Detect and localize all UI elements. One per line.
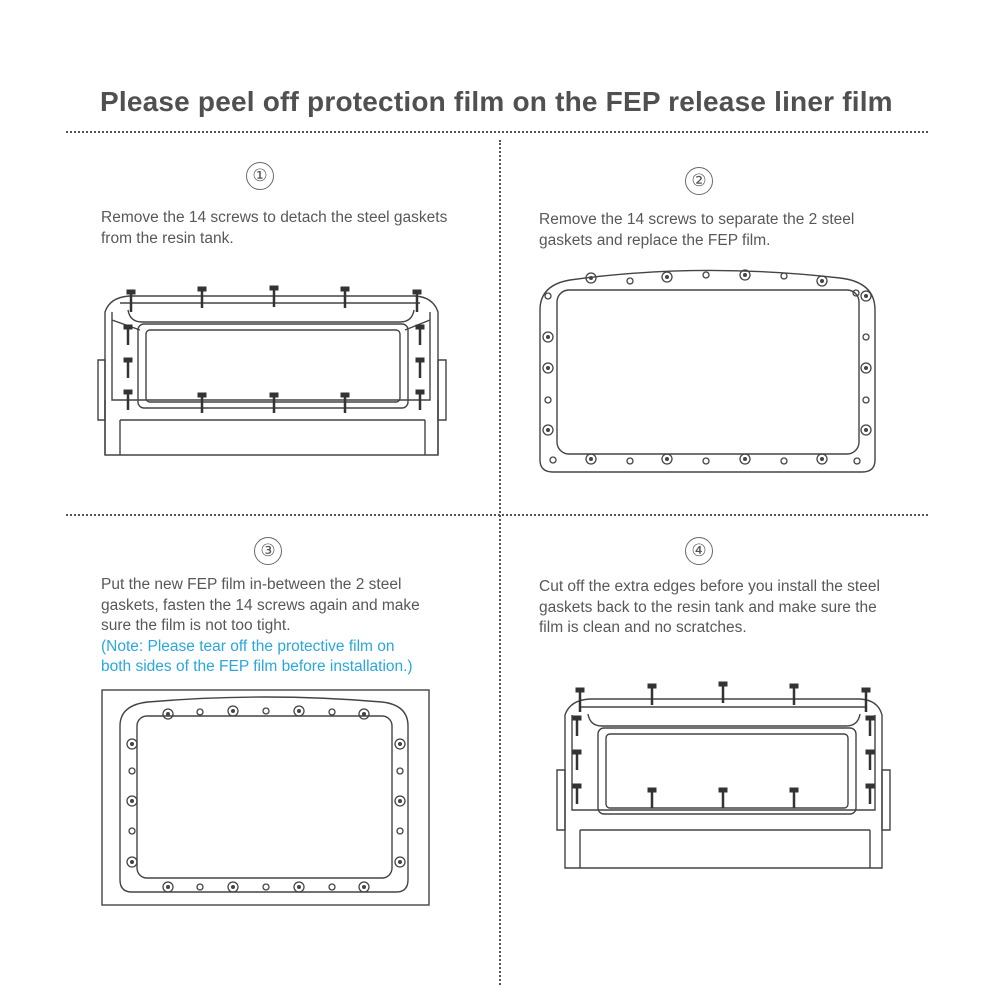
instruction-line: from the resin tank.	[101, 229, 234, 247]
instruction-line: Remove the 14 screws to separate the 2 steel	[539, 211, 855, 228]
page-title: Please peel off protection film on the FEP release liner film	[100, 86, 893, 117]
instruction-line: Remove the 14 screws to detach the steel gaskets	[101, 209, 448, 226]
instruction-line: film is clean and no scratches.	[539, 619, 747, 636]
note-line: both sides of the FEP film before installation.)	[101, 658, 413, 675]
note-line: (Note: Please tear off the protective film on	[101, 637, 395, 655]
instruction-line: Cut off the extra edges before you install the steel	[539, 578, 880, 595]
instruction-line: gaskets, fasten the 14 screws again and make	[101, 596, 420, 614]
step-number: ①	[246, 162, 274, 190]
instruction-line: Put the new FEP film in-between the 2 steel	[101, 576, 402, 593]
instruction-line: gaskets back to the resin tank and make sure the	[539, 598, 877, 616]
step-number: ④	[685, 537, 713, 565]
step-number: ②	[685, 167, 713, 195]
step-number: ③	[254, 537, 282, 565]
instruction-line: gaskets and replace the FEP film.	[539, 231, 771, 249]
instruction-line: sure the film is not too tight.	[101, 617, 291, 634]
